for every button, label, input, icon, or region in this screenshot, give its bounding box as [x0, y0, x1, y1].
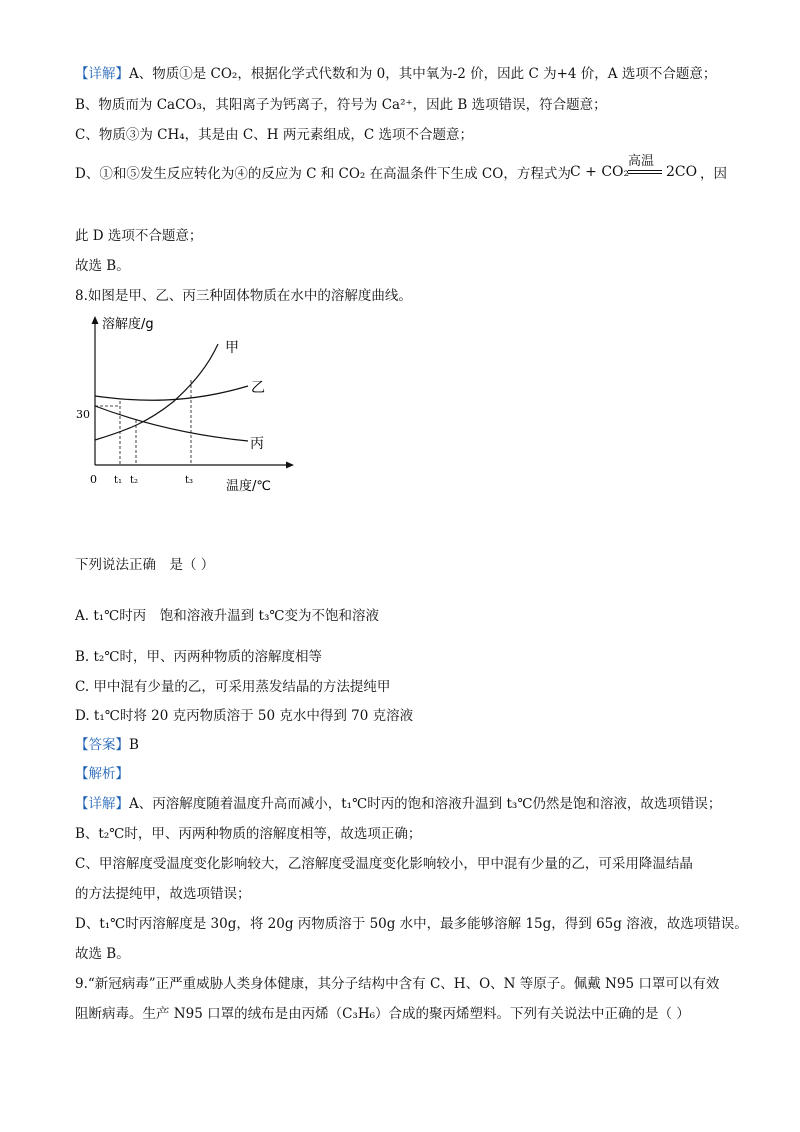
q9-line-1: 9.“新冠病毒”正严重威胁人类身体健康，其分子结构中含有 C、H、O、N 等原子。佩戴 N95 口罩可以有效 [75, 976, 720, 992]
y-axis-arrow [92, 316, 99, 324]
curve-bing [95, 406, 248, 441]
origin-label: 0 [90, 473, 97, 486]
q7-detail-line-a: 【详解】A、物质①是 CO₂，根据化学式代数和为 0，其中氧为-2 价，因此 C 为+4 价，A 选项不合题意； [75, 66, 717, 82]
equation-condition: 高温 [628, 154, 655, 169]
q8-detail-line-c: C、甲溶解度受温度变化影响较大，乙溶解度受温度变化影响较小，甲中混有少量的乙，可采用降温结晶 [75, 856, 693, 872]
q7-detail-line-c: C、物质③为 CH₄，其是由 C、H 两元素组成，C 选项不合题意； [75, 127, 473, 143]
q7-detail-line-d: D、①和⑤发生反应转化为④的反应为 C 和 CO₂ 在高温条件下生成 CO，方程式为 [75, 166, 571, 182]
answer-tag: 【答案】 [75, 737, 129, 753]
q7-detail-line-d-tail: ，因 [700, 166, 727, 182]
detail-tag: 【详解】 [75, 796, 129, 812]
x-axis-arrow [286, 462, 294, 469]
equation-bar [628, 173, 662, 174]
q8-question: 下列说法正确 是（ ） [75, 557, 215, 573]
curve-label-jia: 甲 [225, 340, 239, 356]
equation-products: 2CO [666, 164, 698, 180]
equation-bar [628, 170, 662, 171]
q7-answer-line: 故选 B。 [75, 258, 130, 274]
q8-answer [75, 735, 139, 755]
q7-detail-line-b: B、物质而为 CaCO₃，其阳离子为钙离子，符号为 Ca²⁺，因此 B 选项错误，符合题意； [75, 97, 607, 113]
x-axis-label: 温度/℃ [226, 479, 271, 494]
q8-detail-line-b: B、t₂℃时，甲、丙两种物质的溶解度相等，故选项正确； [75, 826, 422, 842]
equation-reactants: C + CO₂ [570, 164, 630, 180]
y-tick-30: 30 [76, 408, 90, 421]
option-d: D. t₁℃时将 20 克丙物质溶于 50 克水中得到 70 克溶液 [75, 708, 414, 724]
curve-yi [95, 386, 248, 400]
q8-stem: 8.如图是甲、乙、丙三种固体物质在水中的溶解度曲线。 [75, 288, 412, 304]
curve-label-yi: 乙 [251, 380, 265, 396]
option-a: A. t₁℃时丙 饱和溶液升温到 t₃℃变为不饱和溶液 [75, 608, 379, 624]
q8-detail-line-d: D、t₁℃时丙溶解度是 30g，将 20g 丙物质溶于 50g 水中，最多能够溶解 15g，得到 65g 溶液，故选项错误。 [75, 916, 748, 932]
q8-detail-line-c2: 的方法提纯甲，故选项错误； [75, 886, 251, 902]
curve-label-bing: 丙 [250, 436, 264, 452]
analysis-tag: 【解析】 [75, 766, 129, 782]
x-tick-t2: t₂ [130, 475, 139, 486]
q8-detail-line-a: 【详解】A、丙溶解度随着温度升高而减小，t₁℃时丙的饱和溶液升温到 t₃℃仍然是饱和溶液，故选项错误； [75, 796, 722, 812]
chemical-equation [570, 150, 710, 194]
q8-detail-final: 故选 B。 [75, 946, 130, 962]
detail-tag: 【详解】 [75, 66, 129, 82]
answer-value: B [129, 737, 139, 753]
y-axis-label: 溶解度/g [102, 317, 154, 332]
option-c: C. 甲中混有少量的乙，可采用蒸发结晶的方法提纯甲 [75, 679, 391, 695]
q9-line-2: 阻断病毒。生产 N95 口罩的绒布是由丙烯（C₃H₆）合成的聚丙烯塑料。下列有关说法中正确的是（ ） [75, 1006, 690, 1022]
x-tick-t3: t₃ [185, 475, 194, 486]
x-tick-t1: t₁ [114, 475, 123, 486]
option-b: B. t₂℃时，甲、丙两种物质的溶解度相等 [75, 649, 322, 665]
solubility-graph [78, 310, 298, 500]
q7-detail-line-d2: 此 D 选项不合题意； [75, 228, 203, 244]
